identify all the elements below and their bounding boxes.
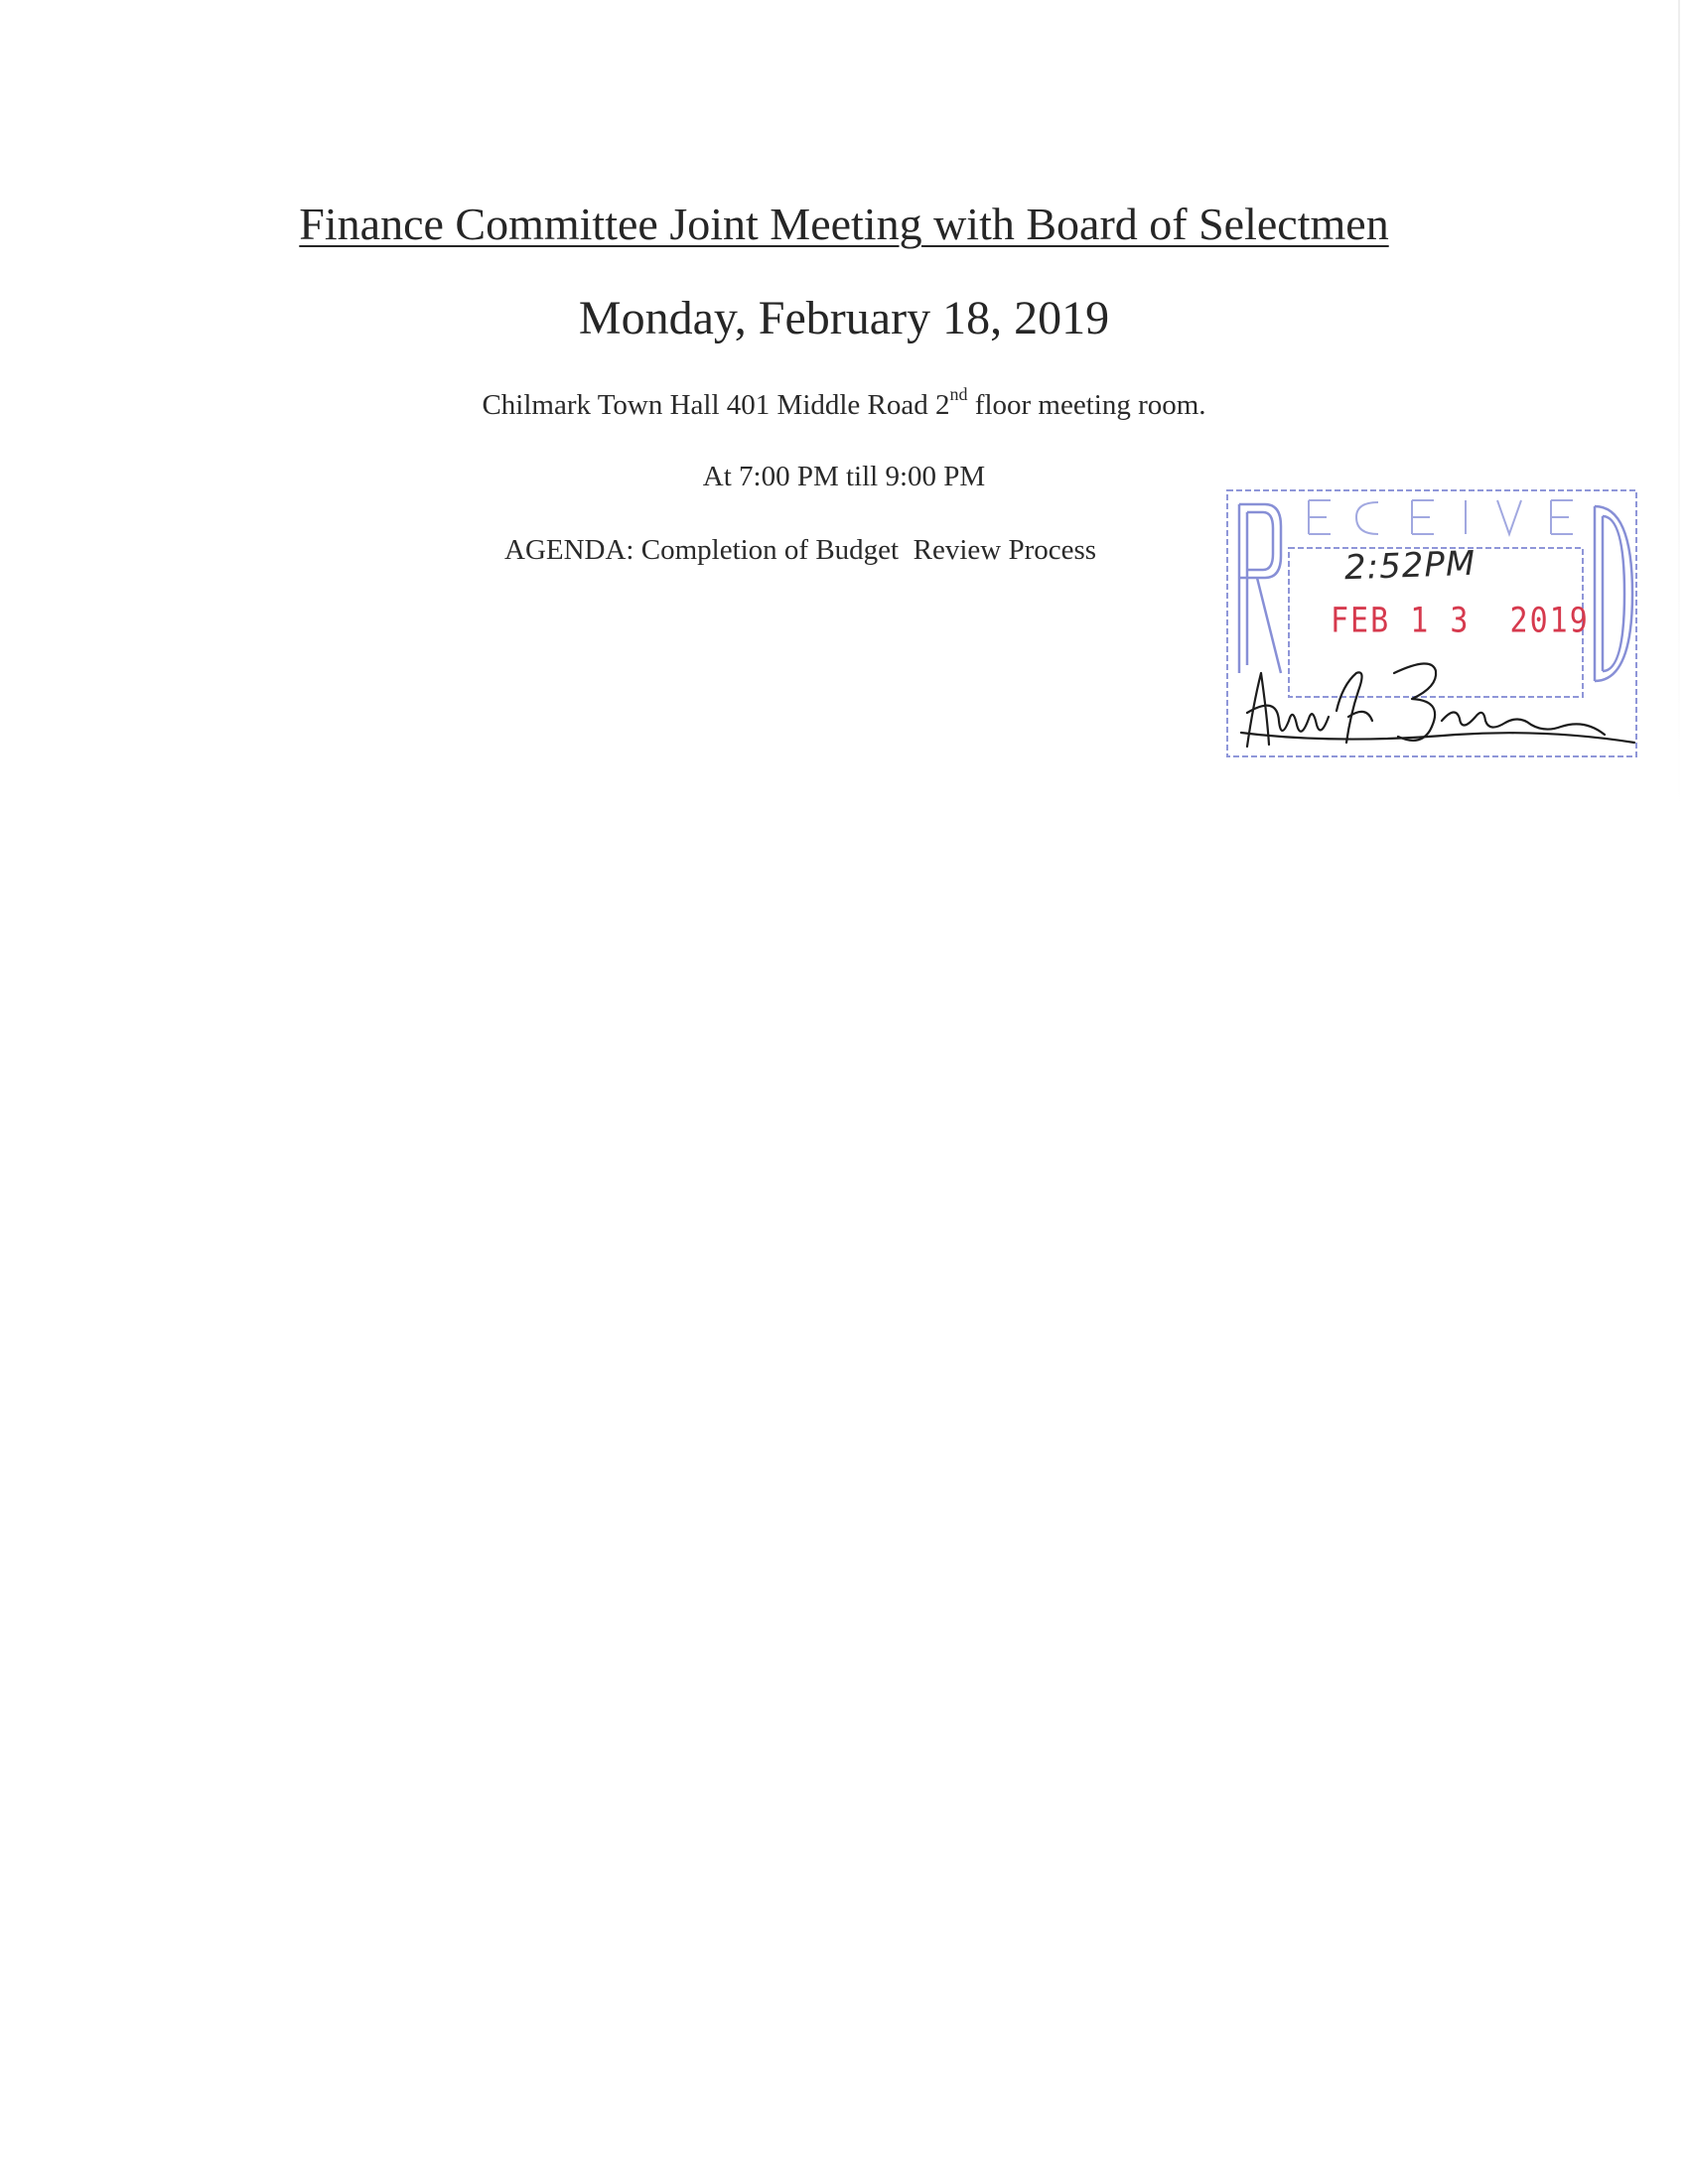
location-suffix: floor meeting room.: [967, 389, 1206, 421]
scan-edge: [1678, 0, 1680, 814]
stamp-date: FEB 1 3 2019: [1331, 601, 1590, 641]
location-prefix: Chilmark Town Hall 401 Middle Road 2: [482, 389, 950, 421]
stamp-letter-d: [1595, 506, 1632, 681]
location-superscript: nd: [949, 384, 968, 404]
meeting-location: [0, 385, 1688, 425]
meeting-agenda: AGENDA: Completion of Budget Review Process: [504, 534, 1097, 566]
stamp-handwritten-time: 2:52PM: [1343, 543, 1477, 589]
meeting-time: At 7:00 PM till 9:00 PM: [702, 461, 986, 492]
signature-icon: [1241, 663, 1634, 747]
meeting-date: Monday, February 18, 2019: [578, 292, 1110, 344]
received-stamp: [1217, 486, 1644, 764]
stamp-top-letters: [1309, 500, 1573, 534]
document-title: Finance Committee Joint Meeting with Board of Selectmen: [299, 199, 1389, 249]
stamp-letter-r: [1239, 504, 1281, 673]
